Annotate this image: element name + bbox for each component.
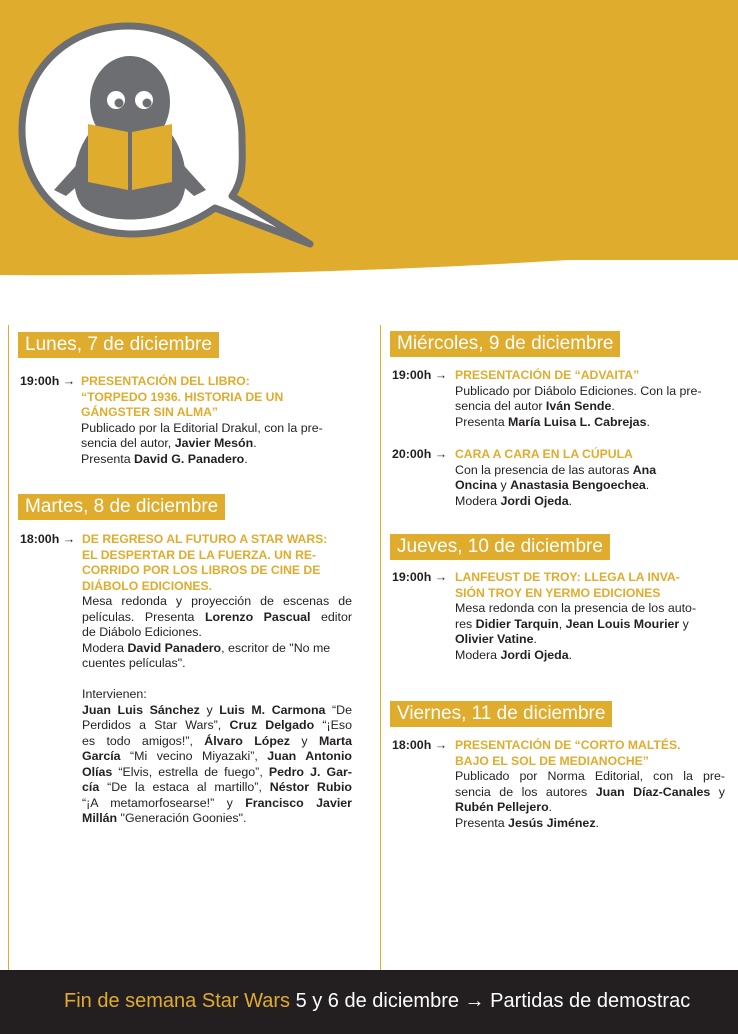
footer-banner bbox=[0, 970, 738, 1034]
event-desc-text: Presenta bbox=[455, 815, 509, 830]
event-title: GÁNGSTER SIN ALMA” bbox=[81, 405, 218, 419]
event-desc-text: . bbox=[611, 399, 615, 413]
event-desc bbox=[82, 610, 352, 626]
event-desc bbox=[455, 648, 723, 664]
event-person: Luis M. Carmona bbox=[219, 702, 326, 717]
footer-rest: 5 y 6 de diciembre → Partidas de demostrac bbox=[290, 990, 691, 1012]
event-desc: Mesa redonda con la presencia de los auto- bbox=[455, 601, 697, 615]
event-desc bbox=[82, 703, 352, 719]
event-title: DIÁBOLO EDICIONES. bbox=[82, 578, 213, 593]
event-desc bbox=[82, 749, 352, 765]
event-desc bbox=[81, 421, 370, 437]
event-person: Anastasia Bengoechea bbox=[510, 478, 646, 492]
event-desc-text: Modera bbox=[455, 493, 501, 508]
event-desc-text: Modera bbox=[455, 647, 501, 662]
event-desc-text: editor bbox=[310, 609, 353, 624]
event-person: Jean Louis Mourier bbox=[565, 616, 680, 631]
event-person: Jordi Ojeda bbox=[500, 493, 569, 508]
event-person: Pedro J. Gar- bbox=[268, 764, 352, 779]
footer-highlight: Fin de semana Star Wars bbox=[64, 990, 291, 1012]
event-desc-text: Presenta bbox=[81, 451, 135, 466]
event-person: Francisco Javier bbox=[245, 795, 352, 810]
event-time: 18:00h → bbox=[392, 738, 448, 752]
event-desc bbox=[82, 734, 352, 750]
event-person: García bbox=[82, 749, 121, 763]
event-desc-text: Publicado por la Editorial Drakul, con la pre- bbox=[81, 420, 323, 435]
reading-penguin-icon bbox=[10, 20, 330, 260]
event-desc: Mesa redonda y proyección de escenas de bbox=[82, 594, 352, 608]
event-person: cía bbox=[82, 780, 100, 794]
event-desc bbox=[455, 478, 723, 494]
event-desc-text: “De la estaca al martillo”, bbox=[99, 780, 270, 794]
event-person: Didier Tarquin bbox=[475, 616, 559, 631]
event-time: 19:00h → bbox=[20, 374, 76, 388]
event-desc-text: . bbox=[253, 436, 257, 450]
event-desc bbox=[455, 816, 725, 832]
event-person: Juan Luis Sánchez bbox=[82, 702, 200, 717]
event-desc bbox=[82, 718, 352, 734]
event-desc-text: . bbox=[244, 451, 248, 466]
event-desc-text: res bbox=[455, 616, 476, 631]
event-person: Olivier Vatine bbox=[455, 632, 534, 646]
event-desc bbox=[455, 463, 723, 479]
event-person: Ana bbox=[632, 462, 657, 477]
event-desc bbox=[81, 436, 370, 452]
event-desc-text: películas. Presenta bbox=[82, 609, 205, 624]
event-desc bbox=[455, 785, 725, 801]
event-person: Rubén Pellejero bbox=[455, 800, 549, 814]
event-title: PRESENTACIÓN DE “CORTO MALTÉS. bbox=[455, 738, 681, 752]
event-person: Néstor Rubio bbox=[269, 780, 352, 794]
event-desc-text: , bbox=[558, 616, 566, 631]
event-person: Cruz Delgado bbox=[229, 718, 315, 732]
event-title: CORRIDO POR LOS LIBROS DE CINE DE bbox=[82, 563, 321, 577]
day-heading-wednesday: Miércoles, 9 de diciembre bbox=[390, 331, 620, 357]
event-title: DE REGRESO AL FUTURO A STAR WARS: bbox=[82, 532, 328, 546]
event-person: David Panadero bbox=[127, 640, 222, 655]
event-desc bbox=[455, 415, 723, 431]
event-desc: Publicado por Norma Editorial, con la pre- bbox=[455, 769, 725, 783]
event-person: David G. Panadero bbox=[134, 451, 245, 466]
column-divider bbox=[380, 325, 381, 970]
event-title: PRESENTACIÓN DEL LIBRO: bbox=[81, 374, 250, 388]
footer-text bbox=[64, 990, 690, 1013]
event-person: Juan Díaz-Canales bbox=[595, 784, 711, 799]
event-desc bbox=[455, 800, 725, 816]
event-title: LANFEUST DE TROY: LLEGA LA INVA- bbox=[455, 570, 680, 584]
event-desc-text: . bbox=[568, 493, 573, 508]
event-desc-text: Presenta bbox=[455, 414, 509, 429]
event-desc-text: . bbox=[646, 414, 650, 429]
event-desc bbox=[455, 632, 723, 648]
event-desc bbox=[455, 399, 723, 415]
event-person: María Luisa L. Cabrejas bbox=[508, 414, 647, 429]
event-person: Álvaro López bbox=[204, 733, 290, 748]
event-time: 20:00h → bbox=[392, 447, 448, 461]
event-person: Millán bbox=[82, 811, 118, 825]
day-heading-thursday: Jueves, 10 de diciembre bbox=[390, 534, 610, 560]
event-title: PRESENTACIÓN DE “ADVAITA” bbox=[455, 368, 640, 382]
event-title: BAJO EL SOL DE MEDIANOCHE” bbox=[455, 753, 649, 768]
event-desc: de Diábolo Ediciones. bbox=[82, 625, 202, 639]
event-time: 19:00h → bbox=[392, 570, 448, 584]
spacer bbox=[82, 672, 352, 688]
event-desc bbox=[455, 494, 723, 510]
event-desc: Intervienen: bbox=[82, 687, 147, 701]
event-desc-text: y bbox=[679, 616, 689, 631]
event-desc-text: “De bbox=[325, 702, 353, 717]
event-desc bbox=[81, 452, 370, 468]
event-desc: cuentes películas". bbox=[82, 656, 186, 670]
event-desc-text: y bbox=[199, 702, 220, 717]
event-title: SIÓN TROY EN YERMO EDICIONES bbox=[455, 585, 661, 600]
event-desc bbox=[455, 617, 723, 633]
left-edge-rule bbox=[8, 325, 9, 970]
event-person: Oncina bbox=[455, 478, 497, 492]
event-desc-text: y bbox=[290, 733, 319, 748]
event-desc-text: Con la presencia de las autoras bbox=[455, 462, 633, 477]
event-desc-text: "Generación Goonies". bbox=[117, 811, 247, 825]
event-desc-text: . bbox=[548, 800, 553, 814]
event-desc bbox=[82, 796, 352, 812]
event-desc-text: . bbox=[533, 632, 537, 646]
event-person: Juan Antonio bbox=[267, 749, 352, 763]
event-person: Jordi Ojeda bbox=[500, 647, 569, 662]
event-desc-text: Modera bbox=[82, 640, 128, 655]
event-person: Marta bbox=[318, 733, 352, 748]
event-desc-text: “¡A metamorfosearse!” y bbox=[82, 795, 246, 810]
event-desc-text: . bbox=[645, 478, 650, 492]
event-desc-text: y bbox=[497, 478, 511, 492]
event-desc-text: y bbox=[710, 784, 725, 799]
event-desc-text: Perdidos a Star Wars”, bbox=[82, 718, 230, 732]
event-time: 18:00h → bbox=[20, 532, 76, 546]
event-desc-text: es todo amigos!”, bbox=[82, 733, 205, 748]
event-person: Javier Mesón bbox=[174, 436, 254, 450]
event-desc-text: . bbox=[595, 815, 599, 830]
event-desc bbox=[82, 811, 352, 827]
event-person: Jesús Jiménez bbox=[508, 815, 596, 830]
event-desc bbox=[82, 641, 352, 657]
event-desc bbox=[82, 780, 352, 796]
event-desc-text: . bbox=[568, 647, 573, 662]
event-desc-text: sencia de los autores bbox=[455, 784, 596, 799]
event-desc-text: sencia del autor, bbox=[81, 436, 175, 450]
event-time: 19:00h → bbox=[392, 368, 448, 382]
event-title: EL DESPERTAR DE LA FUERZA. UN RE- bbox=[82, 547, 317, 562]
day-heading-monday: Lunes, 7 de diciembre bbox=[18, 332, 219, 358]
event-person: Olías bbox=[82, 764, 113, 779]
event-desc-text: , escritor de "No me bbox=[221, 640, 331, 655]
day-heading-tuesday: Martes, 8 de diciembre bbox=[18, 494, 225, 520]
event-desc bbox=[82, 765, 352, 781]
event-desc-text: “Elvis, estrella de fuego”, bbox=[112, 764, 269, 779]
event-desc-text: “Mi vecino Miyazaki”, bbox=[120, 749, 268, 763]
event-desc-text: sencia del autor bbox=[455, 399, 546, 413]
event-desc: Publicado por Diábolo Ediciones. Con la pre- bbox=[455, 383, 702, 398]
event-person: Iván Sende bbox=[545, 399, 612, 413]
event-title: CARA A CARA EN LA CÚPULA bbox=[455, 447, 633, 461]
day-heading-friday: Viernes, 11 de diciembre bbox=[390, 701, 612, 727]
event-desc-text: “¡Eso bbox=[314, 718, 352, 732]
event-person: Lorenzo Pascual bbox=[204, 609, 311, 624]
event-title: “TORPEDO 1936. HISTORIA DE UN bbox=[81, 389, 284, 404]
